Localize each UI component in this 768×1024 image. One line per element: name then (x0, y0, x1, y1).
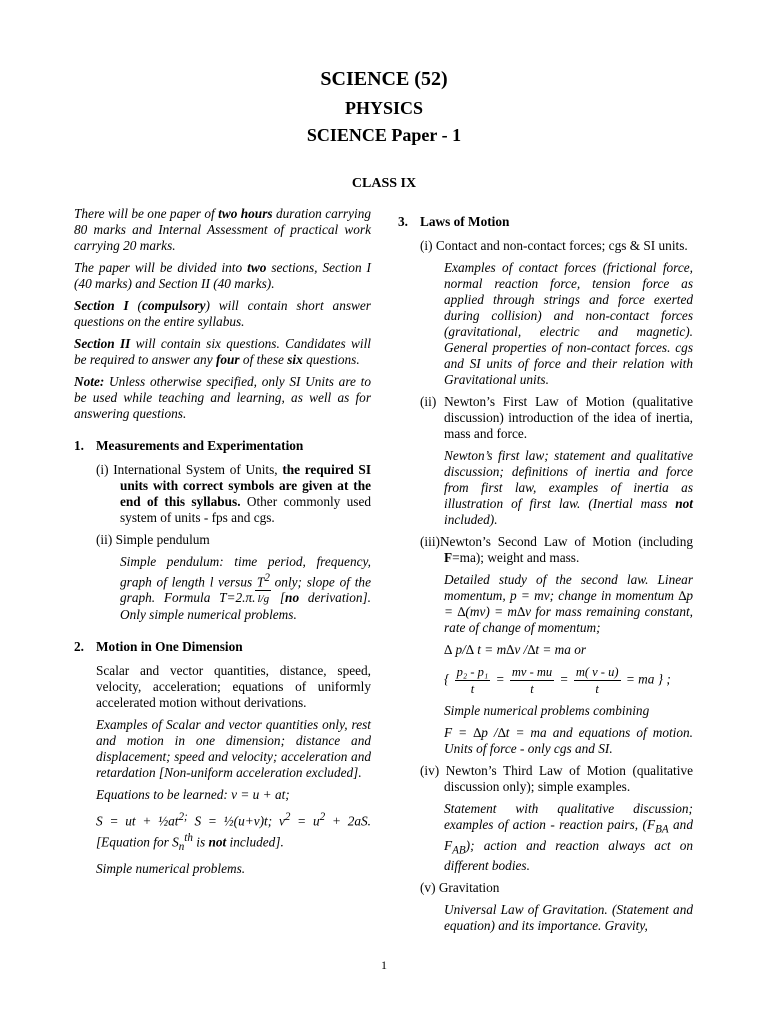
section-3-heading: 3. Laws of Motion (398, 214, 510, 229)
section-1-heading: 1. Measurements and Experimentation (74, 438, 304, 453)
intro-paragraph-4: Section II will contain six questions. Candidates will be required to answer any four of these six questions. (74, 336, 371, 367)
s2-paragraph-4: S = ut + $\frac{1}{2}at^{2;}$ S = ½(u+v)t; $v^2 = u^2 + 2aS$. [Equation for $S_n^{th}$ is not included]. (96, 811, 371, 853)
s3-item-v: (v) Gravitation (420, 880, 500, 896)
right-column (398, 206, 693, 940)
s3-item-i: (i) Contact and non-contact forces; cgs & SI units. (420, 238, 688, 253)
page-number: 1 (381, 958, 387, 972)
s3-item-iii-detail-3: F = ∆p /∆t = ma and equations of motion. Units of force - only cgs and SI. (444, 725, 693, 756)
section-2-heading: 2. Motion in One Dimension (74, 639, 243, 655)
s3-item-v-detail: Universal Law of Gravitation. (Statement and equation) and its importance. Gravity, (444, 902, 693, 934)
s2-paragraph-2: Examples of Scalar and vector quantities only, rest and motion in one dimension; distance and displacement; speed and velocity; acceleration and retardation [Non-uniform acceleration excluded]. (96, 717, 371, 781)
s3-equation-1: ∆ p/∆ t = m∆v /∆t = ma or (444, 642, 587, 657)
s3-item-ii: (ii) Newton’s First Law of Motion (qualitative discussion) introduction of the idea of inertia, mass and force. (420, 394, 693, 441)
s2-paragraph-5: Simple numerical problems. (96, 860, 246, 876)
fraction-1: $\frac{\text{p₂ - p₁}}{t}$ (456, 665, 489, 696)
s2-paragraph-3: Equations to be learned: v = u + at; (96, 787, 290, 803)
intro-note: Note: Unless otherwise specified, only SI Units are to be used while teaching and learning, as well as for answering questions. (74, 374, 371, 421)
s2-paragraph-1: Scalar and vector quantities, distance, speed, velocity, acceleration; equations of uniformly accelerated motion without derivations. (96, 663, 371, 711)
fraction-2: $\frac{mv - mu}{t}$ (511, 665, 553, 696)
s3-item-iv-detail: Statement with qualitative discussion; examples of action - reaction pairs, ($F_{BA}$ and $F_{AB}$); action and reaction always act on different bodies. (444, 801, 693, 874)
s3-item-iii-detail-2: Simple numerical problems combining (444, 703, 650, 718)
s3-item-iv: (iv) Newton’s Third Law of Motion (qualitative discussion only); simple examples. (420, 763, 693, 794)
s1-item-ii: (ii) Simple pendulum (96, 532, 210, 547)
s1-item-i: (i) International System of Units, the required SI units with correct symbols are given at the end of this syllabus. Other commonly used system of units - fps and cgs. (96, 462, 371, 525)
fraction-3: $\frac{m( v - u)}{t}$ (575, 665, 619, 696)
sqrt-symbol: l/g (255, 590, 271, 607)
intro-paragraph-1: There will be one paper of two hours duration carrying 80 marks and Internal Assessment of practical work carrying 20 marks. (74, 206, 371, 253)
page-title: SCIENCE (52) (320, 68, 448, 90)
s3-item-i-detail: Examples of contact forces (frictional force, normal reaction force, tension force as applied through strings and force exerted during collision) and non-contact forces (gravitational, electric and magnetic). General properties of non-contact forces. cgs and SI units of force and their relation with Gravitational units. (444, 260, 693, 387)
left-column (74, 206, 371, 883)
s3-item-iii: (iii)Newton’s Second Law of Motion (including F=ma); weight and mass. (420, 534, 693, 565)
subject-heading: PHYSICS (344, 98, 424, 118)
s3-equation-fractions: { $\frac{\text{p₂ - p₁}}{t}$ = $\frac{mv - mu}{t}$ = $\frac{m( v - u)}{t}$ = ma } ; (444, 665, 671, 696)
intro-paragraph-2: The paper will be divided into two sections, Section I (40 marks) and Section II (40 marks). (74, 260, 371, 291)
s1-item-ii-detail: Simple pendulum: time period, frequency, graph of length l versus $T^2$ only; slope of the graph. Formula T=2.π. l/g [no derivation]. Only simple numerical problems. (120, 554, 372, 623)
intro-paragraph-3: Section I (compulsory) will contain short answer questions on the entire syllabus. (74, 298, 371, 329)
paper-heading: SCIENCE Paper - 1 (306, 125, 462, 145)
s3-item-ii-detail: Newton’s first law; statement and qualitative discussion; definitions of inertia and force from first law, examples of inertia as illustration of first law. (Inertial mass not included). (444, 448, 693, 527)
class-heading: CLASS IX (351, 176, 417, 191)
s3-item-iii-detail: Detailed study of the second law. Linear momentum, p = mv; change in momentum ∆p = ∆(mv) = m∆v for mass remaining constant, rate of change of momentum; (444, 572, 693, 635)
